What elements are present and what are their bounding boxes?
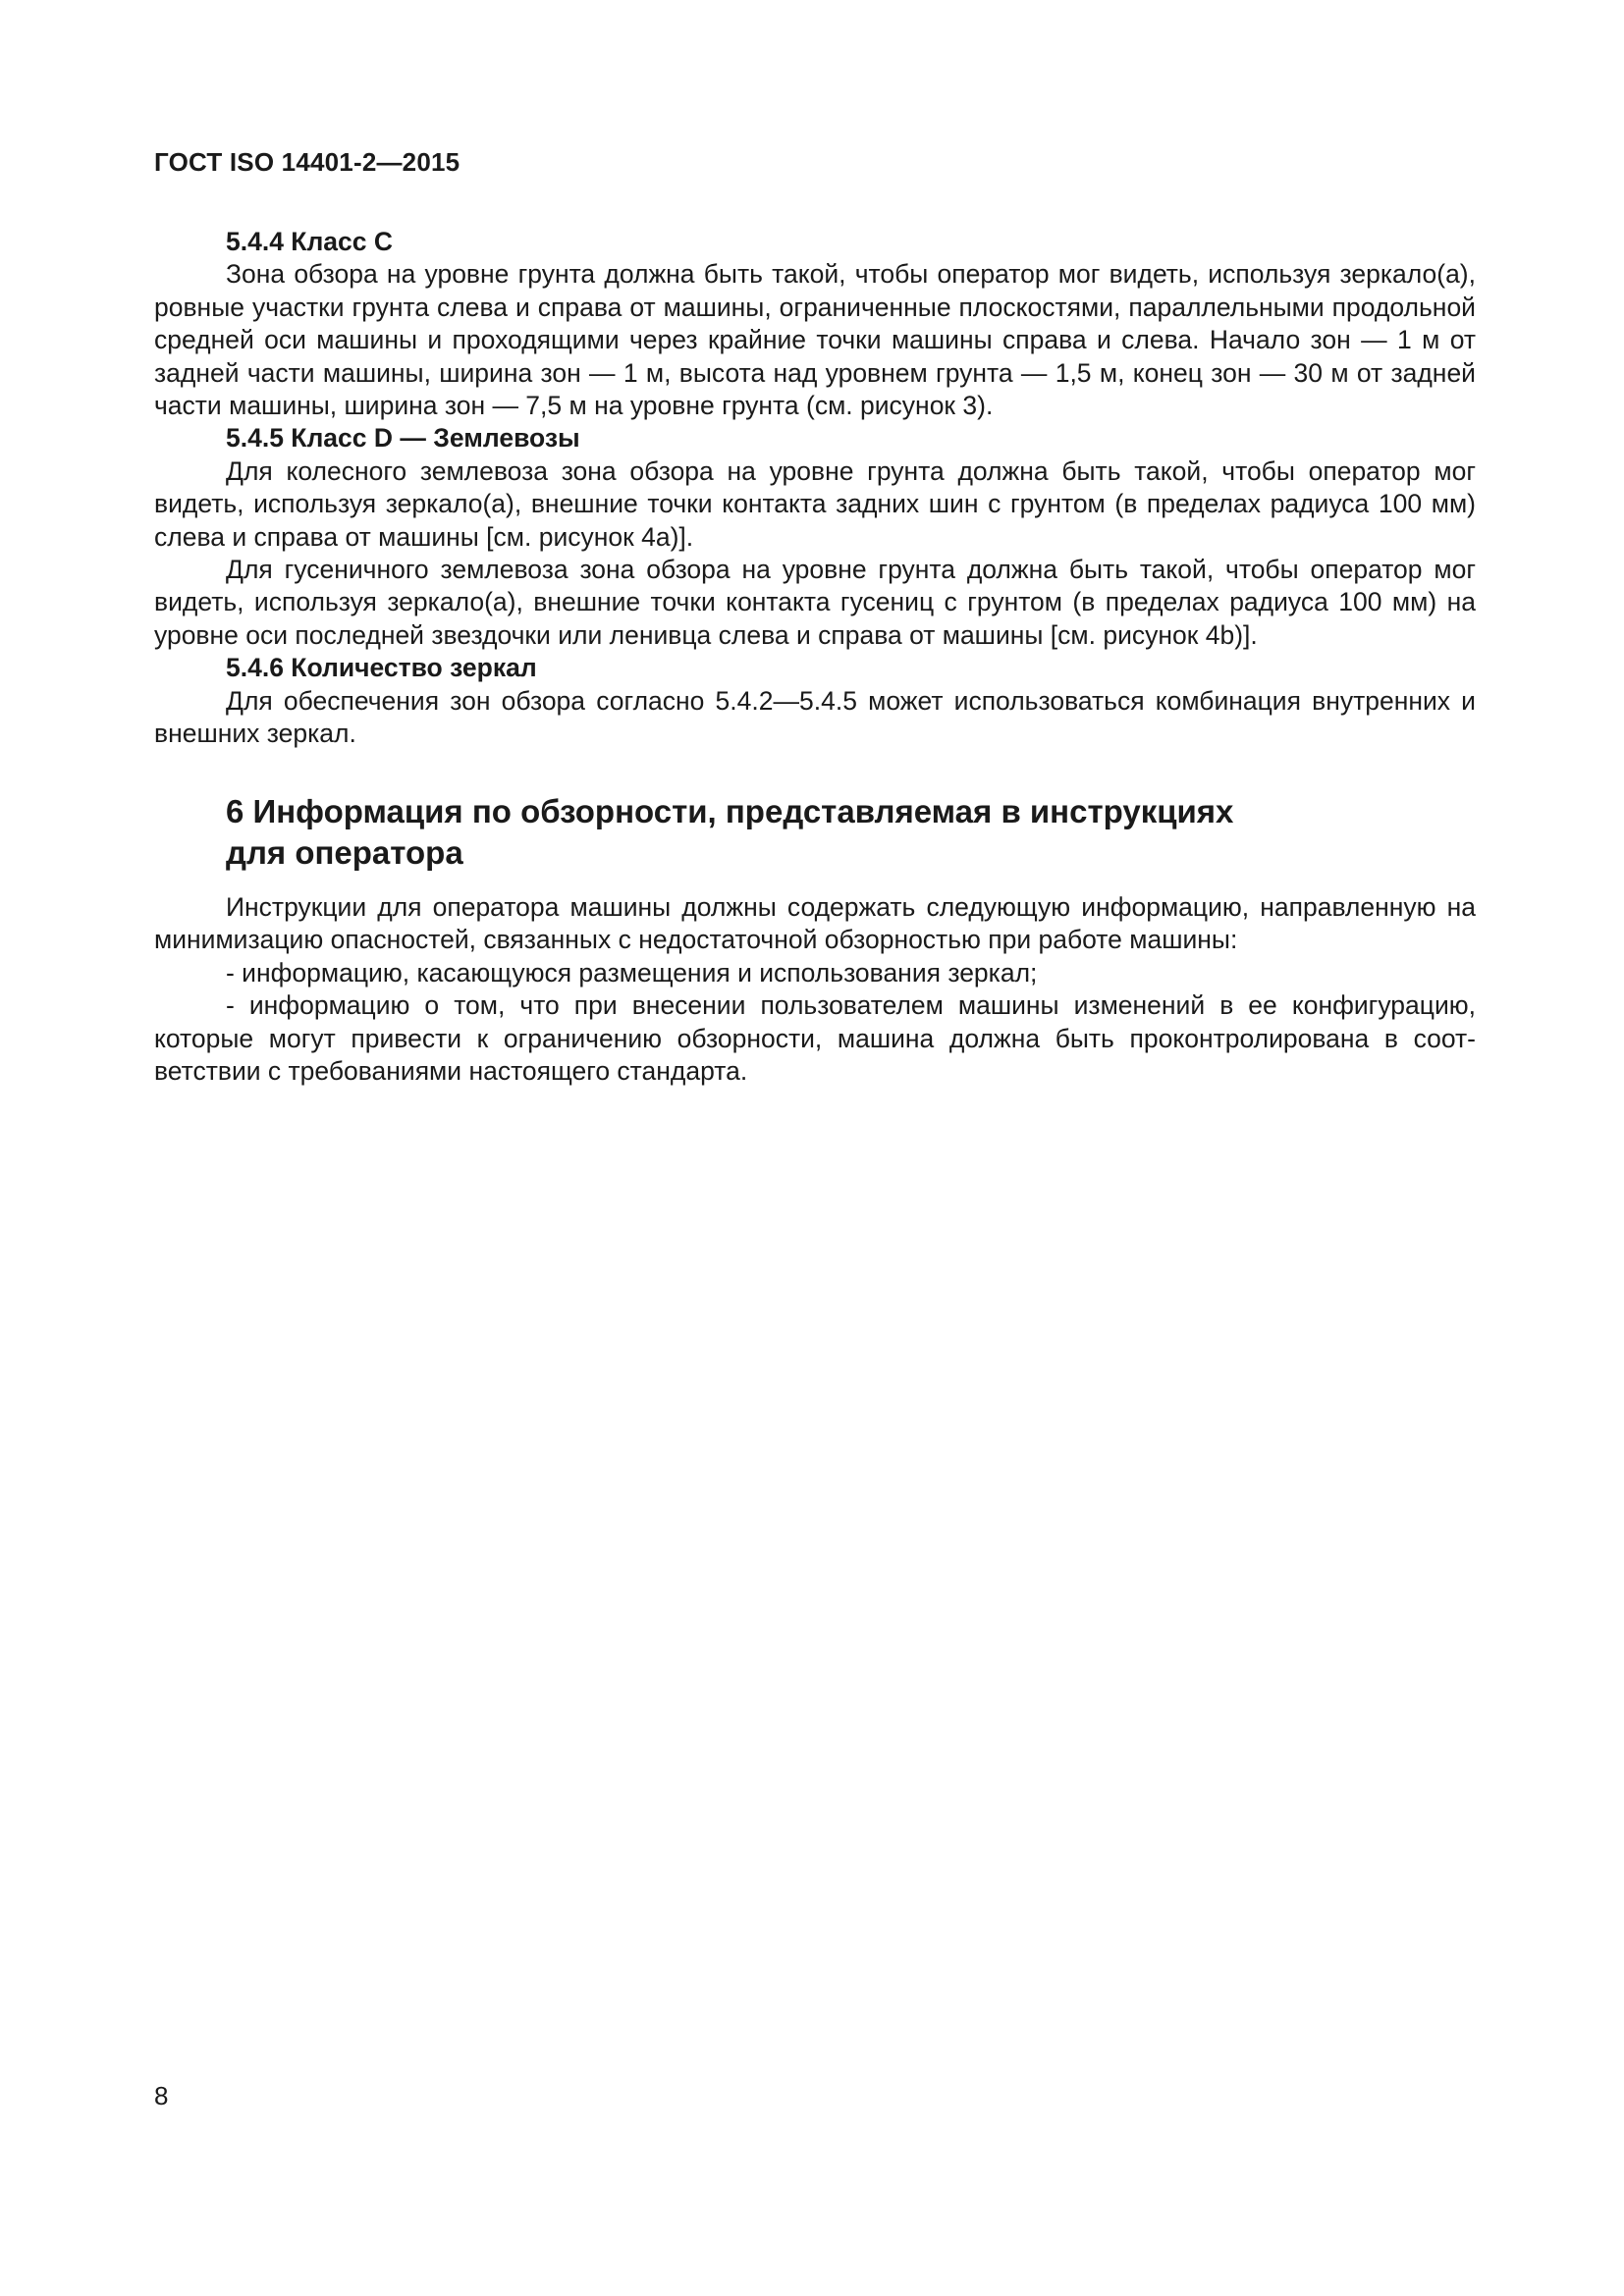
section-6-paragraph: Инструкции для оператора машины должны содержать следующую информацию, направленную на минимизацию опасностей, связанных с недостаточной обзорностью при работе машины: (154, 892, 1476, 955)
clause-5-4-block (154, 226, 1476, 751)
section-6-list-item-2: - информацию о том, что при внесении пользователем машины изменений в ее конфигурацию, которые могут привести к ограничению обзорности, машина должна быть проконтролирована в соответствии с требованиями настоящего стандарта. (154, 990, 1476, 1087)
clause-5-4-6-paragraph: Для обеспечения зон обзора согласно 5.4.2—5.4.5 может использоваться комбинация внутренних и внешних зеркал. (154, 685, 1476, 749)
section-6-heading (226, 791, 1355, 874)
section-6-body (154, 891, 1476, 1088)
section-6-heading-line-2: для оператора (226, 834, 463, 871)
clause-5-4-5-heading: 5.4.5 Класс D — Землевозы (226, 423, 580, 454)
clause-5-4-5-paragraph-2: Для гусеничного землевоза зона обзора на уровне грунта должна быть такой, чтобы оператор мог видеть, используя зеркало(а), внешние точки контакта гусениц с грунтом (в пределах радиуса 100 мм) на уровне оси последней звездочки или ленивца слева и справа от машины [см. рисунок 4b)]. (154, 555, 1476, 650)
clause-5-4-4-paragraph: Зона обзора на уровне грунта должна быть такой, чтобы оператор мог видеть, используя зеркало(а), ровные участки грунта слева и справа от машины, ограниченные плоскостями, параллельными продольной средней оси машины и проходящими через крайние точки машины справа и слева. Начало зон — 1 м от задней части машины, ширина зон — 1 м, высота над уровнем грунта — 1,5 м, конец зон — 30 м от задней части машины, ширина зон — 7,5 м на уровне грунта (см. рисунок 3). (154, 259, 1476, 421)
clause-5-4-6-heading: 5.4.6 Количество зеркал (226, 653, 537, 683)
page-number: 8 (154, 2081, 169, 2110)
clause-5-4-4-heading: 5.4.4 Класс С (226, 227, 394, 256)
section-6-heading-line-1: 6 Информация по обзорности, представляемая в инструкциях (226, 793, 1234, 829)
clause-5-4-5-paragraph-1: Для колесного землевоза зона обзора на уровне грунта должна быть такой, чтобы оператор мог видеть, используя зеркало(а), внешние точки контакта задних шин с грунтом (в пределах радиуса 100 мм) слева и справа от машины [см. рисунок 4а)]. (154, 455, 1476, 552)
document-header: ГОСТ ISO 14401-2—2015 (154, 147, 460, 177)
section-6-list-item-1: - информацию, касающуюся размещения и использования зеркал; (226, 957, 1038, 988)
